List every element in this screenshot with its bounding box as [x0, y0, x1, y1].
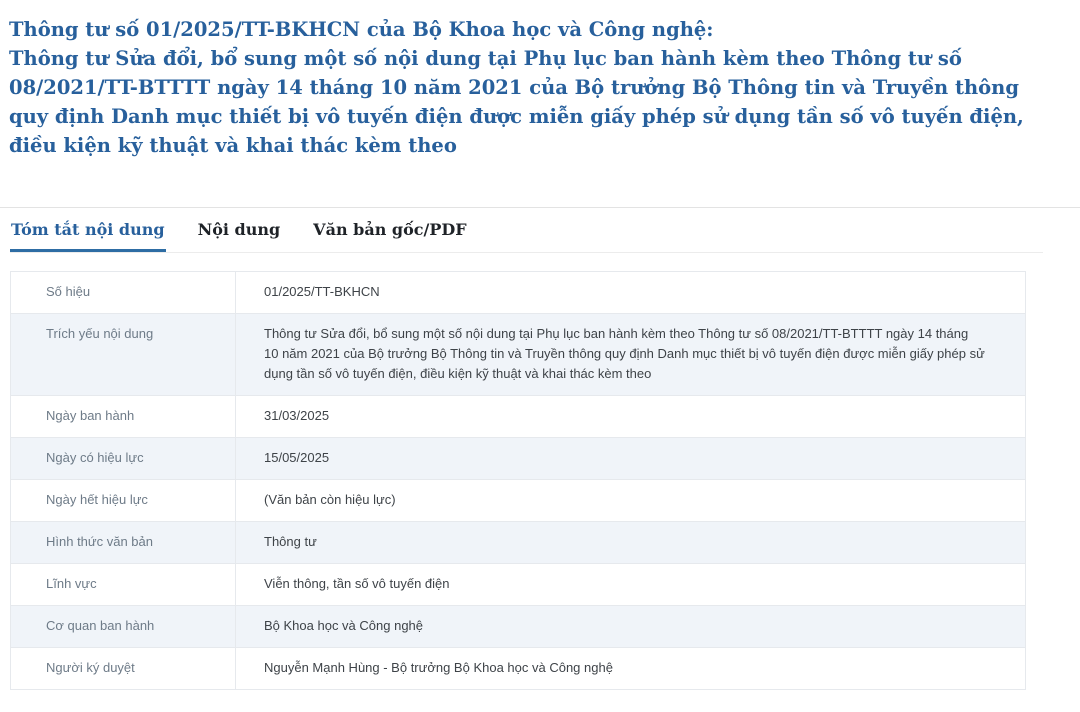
row-value: 01/2025/TT-BKHCN: [264, 284, 380, 299]
row-value: Nguyễn Mạnh Hùng - Bộ trưởng Bộ Khoa học và Công nghệ: [264, 660, 613, 675]
row-label: Người ký duyệt: [11, 648, 236, 689]
page-title: [0, 0, 1058, 160]
table-row: [11, 606, 1025, 648]
tab-bar: [10, 208, 1043, 253]
row-label: Số hiệu: [11, 272, 236, 313]
table-row: [11, 564, 1025, 606]
tab-item[interactable]: Văn bản gốc/PDF: [313, 220, 467, 239]
row-value: (Văn bản còn hiệu lực): [264, 492, 396, 507]
row-value: Thông tư: [264, 534, 317, 549]
row-label: Cơ quan ban hành: [11, 606, 236, 647]
row-label: Ngày ban hành: [11, 396, 236, 437]
table-row: [11, 396, 1025, 438]
page-title-line-1: Thông tư số 01/2025/TT-BKHCN của Bộ Khoa học và Công nghệ:: [9, 18, 714, 41]
row-value: Thông tư Sửa đổi, bổ sung một số nội dung tại Phụ lục ban hành kèm theo Thông tư số 08/2021/TT-BTTTT ngày 14 tháng 10 năm 2021 của Bộ trưởng Bộ Thông tin và Truyền thông quy định Danh mục thiết bị vô tuyến điện được miễn giấy phép sử dụng tần số vô tuyến điện, điều kiện kỹ thuật và khai thác kèm theo: [264, 326, 985, 381]
tab-item[interactable]: Tóm tắt nội dung: [10, 208, 166, 252]
row-value: 15/05/2025: [264, 450, 330, 465]
row-label: Trích yếu nội dung: [11, 314, 236, 395]
top-divider: [0, 207, 1080, 253]
table-row: [11, 648, 1025, 689]
table-row: [11, 272, 1025, 314]
row-value: 31/03/2025: [264, 408, 330, 423]
row-value: Viễn thông, tần số vô tuyến điện: [264, 576, 450, 591]
row-label: Ngày có hiệu lực: [11, 438, 236, 479]
page-title-line-2: Thông tư Sửa đổi, bổ sung một số nội dung tại Phụ lục ban hành kèm theo Thông tư số 08/2021/TT-BTTTT ngày 14 tháng 10 năm 2021 của Bộ trưởng Bộ Thông tin và Truyền thông quy định Danh mục thiết bị vô tuyến điện được miễn giấy phép sử dụng tần số vô tuyến điện, điều kiện kỹ thuật và khai thác kèm theo: [9, 47, 1024, 157]
tab-item[interactable]: Nội dung: [197, 220, 281, 239]
row-label: Ngày hết hiệu lực: [11, 480, 236, 521]
row-label: Hình thức văn bản: [11, 522, 236, 563]
document-summary-table: [10, 271, 1026, 690]
table-row: [11, 480, 1025, 522]
table-row: [11, 522, 1025, 564]
table-row: [11, 438, 1025, 480]
table-row: [11, 314, 1025, 396]
row-value: Bộ Khoa học và Công nghệ: [264, 618, 424, 633]
row-label: Lĩnh vực: [11, 564, 236, 605]
